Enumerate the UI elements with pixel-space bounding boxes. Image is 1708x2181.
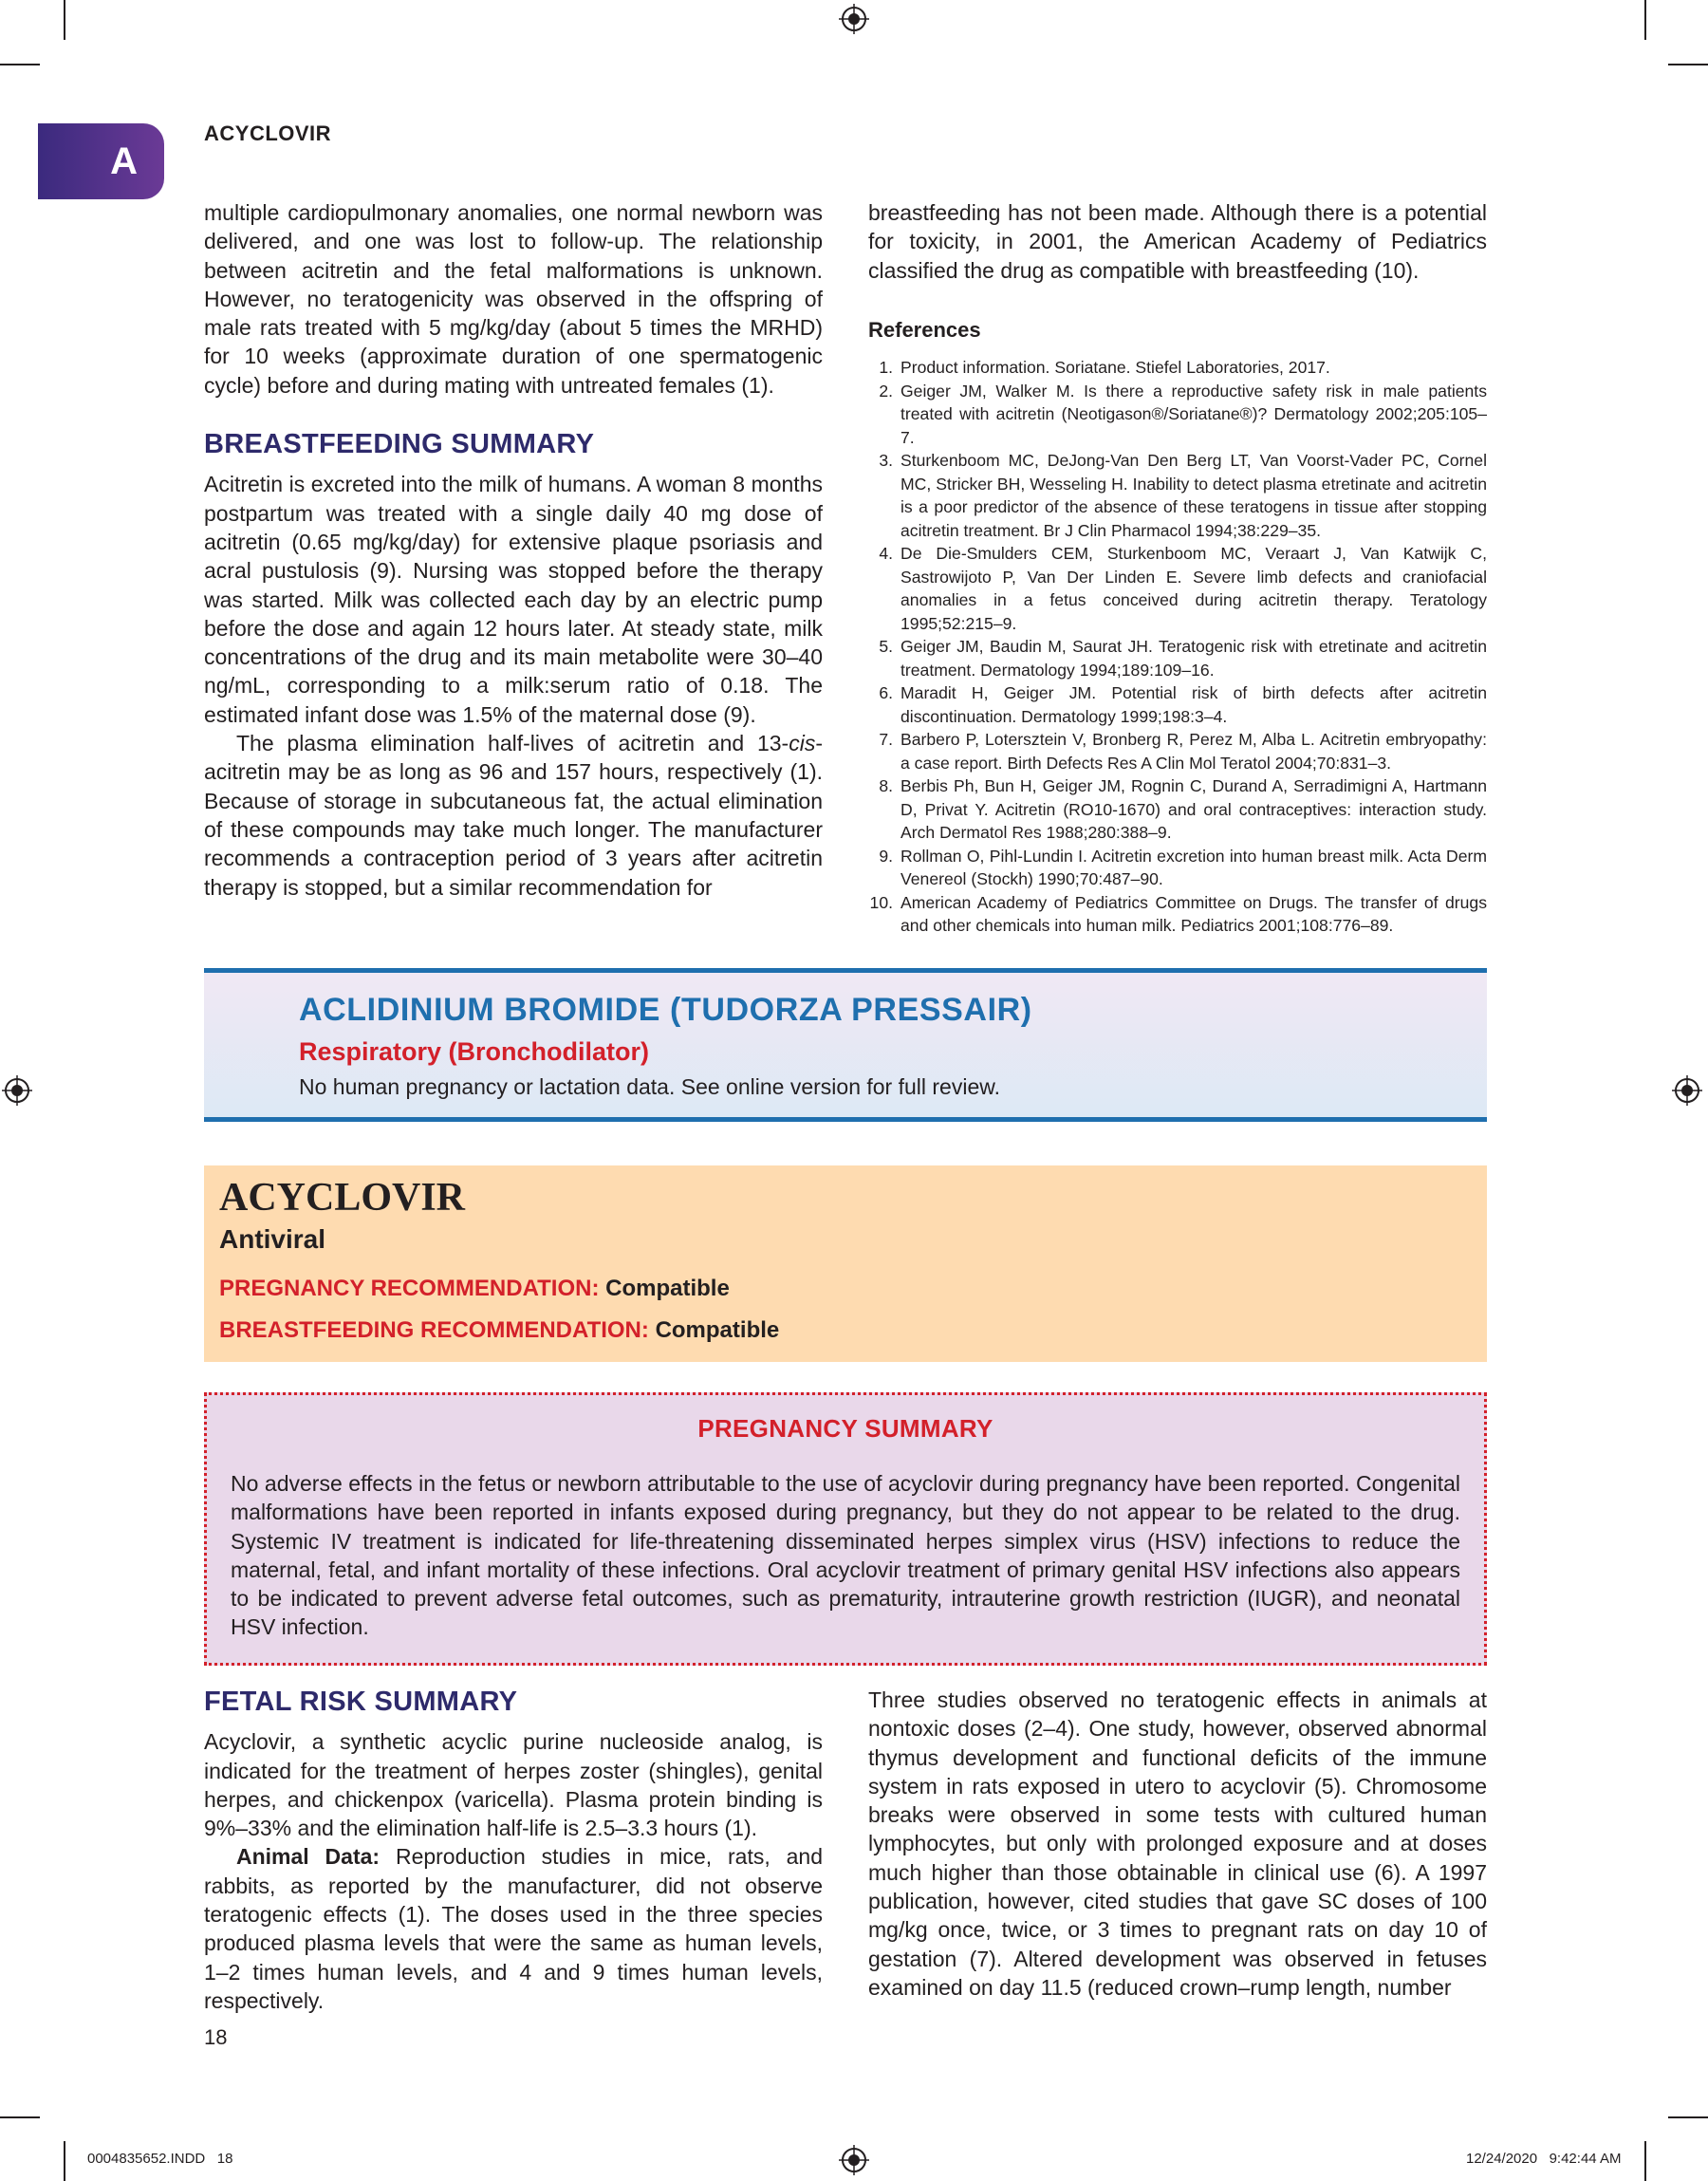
registration-mark-icon (839, 4, 869, 34)
crop-mark (64, 2141, 65, 2181)
reference-item (868, 356, 1487, 380)
text-span: -acitretin may be as long as 96 and 157 hours, respectively (1). Because of storage in subcutaneous fat, the actual elimination of these compounds may take much longer. The manufacturer recommends a contraception period of 3 years after acitretin therapy is stopped, but a similar recommendation for (204, 731, 823, 900)
reference-text: Geiger JM, Baudin M, Saurat JH. Teratogenic risk with etretinate and acitretin treatment. Dermatology 1994;189:109–16. (900, 637, 1487, 680)
breastfeeding-recommendation (219, 1317, 779, 1344)
breastfeeding-summary-heading: BREASTFEEDING SUMMARY (204, 429, 595, 460)
timestamp-slug: 12/24/2020 9:42:44 AM (1466, 2151, 1622, 2167)
reference-text: Geiger JM, Walker M. Is there a reproductive safety risk in male patients treated with acitretin (Neotigason®/Soriatane®)? Dermatology 2002;205:105–7. (900, 381, 1487, 447)
section-tab: A (38, 123, 164, 199)
reference-item (868, 449, 1487, 542)
references-heading: References (868, 317, 981, 342)
reference-item (868, 774, 1487, 845)
animal-data-paragraph (204, 1842, 823, 2015)
crop-mark (0, 2116, 40, 2118)
reference-text: De Die-Smulders CEM, Sturkenboom MC, Veraart J, Van Katwijk C, Sastrowijoto P, Van Der Linden E. Severe limb defects and craniofacial anomalies in a fetus conceived during acitretin therapy. Teratology 1995;52:215–9. (900, 544, 1487, 633)
reference-item (868, 891, 1487, 938)
fetal-risk-summary-heading: FETAL RISK SUMMARY (204, 1687, 518, 1717)
text-span: The plasma elimination half-lives of acitretin and 13- (236, 731, 789, 756)
reference-text: Berbis Ph, Bun H, Geiger JM, Rognin C, Durand A, Serradimigni A, Hartmann D, Privat Y. Acitretin (RO10-1670) and oral contraceptives: interaction study. Arch Dermatol Res 1988;280:388–9. (900, 776, 1487, 843)
reference-text: Rollman O, Pihl-Lundin I. Acitretin excretion into human breast milk. Acta Derm Venereol (Stockh) 1990;70:487–90. (900, 846, 1487, 889)
reference-text: Barbero P, Lotersztein V, Bronberg R, Perez M, Alba L. Acitretin embryopathy: a case report. Birth Defects Res A Clin Mol Teratol 2004;70:831–3. (900, 730, 1487, 773)
crop-mark (1644, 0, 1646, 40)
reference-text: Product information. Soriatane. Stiefel Laboratories, 2017. (900, 358, 1330, 378)
reference-item (868, 728, 1487, 774)
aclidinium-note: No human pregnancy or lactation data. See online version for full review. (299, 1074, 1000, 1099)
aclidinium-title: ACLIDINIUM BROMIDE (TUDORZA PRESSAIR) (299, 992, 1032, 1028)
fetal-risk-right-column (868, 1686, 1487, 2002)
recommendation-value: Compatible (655, 1317, 780, 1343)
acyclovir-drug-class: Antiviral (219, 1224, 326, 1254)
reference-item (868, 845, 1487, 891)
reference-text: Maradit H, Geiger JM. Potential risk of birth defects after acitretin discontinuation. Dermatology 1999;198:3–4. (900, 683, 1487, 726)
italic-text: cis (789, 731, 816, 756)
fetal-risk-paragraph: Acyclovir, a synthetic acyclic purine nucleoside analog, is indicated for the treatment of herpes zoster (shingles), genital herpes, and chickenpox (varicella). Plasma protein binding is 9%–33% and the elimination half-life is 2.5–3.3 hours (1). (204, 1729, 823, 1841)
reference-number: 9. (879, 846, 893, 866)
recommendation-value: Compatible (605, 1276, 730, 1301)
right-column-top (868, 198, 1487, 938)
reference-item (868, 681, 1487, 728)
reference-number: 3. (879, 451, 893, 471)
reference-item (868, 635, 1487, 681)
reference-text: Sturkenboom MC, DeJong-Van Den Berg LT, Van Voorst-Vader PC, Cornel MC, Stricker BH, Wesseling H. Inability to detect plasma etretinate and acitretin is a poor predictor of the absence of these teratogens in tissue after stopping acitretin treatment. Br J Clin Pharmacol 1994;38:229–35. (900, 451, 1487, 540)
registration-mark-icon (839, 2145, 869, 2175)
acyclovir-entry-box (204, 1165, 1487, 1362)
animal-data-label: Animal Data: (236, 1844, 381, 1870)
registration-mark-icon (2, 1075, 32, 1106)
crop-mark (64, 0, 65, 40)
aclidinium-entry-box (204, 968, 1487, 1122)
crop-mark (1644, 2141, 1646, 2181)
recommendation-label: PREGNANCY RECOMMENDATION: (219, 1276, 600, 1301)
text-span: Reproduction studies in mice, rats, and rabbits, as reported by the manufacturer, did not observe teratogenic effects (1). The doses used in the three species produced plasma levels that were the same as human levels, 1–2 times human levels, and 4 and 9 times human levels, respectively. (204, 1844, 823, 2013)
file-slug: 0004835652.INDD 18 (87, 2151, 233, 2167)
pregnancy-summary-text: No adverse effects in the fetus or newborn attributable to the use of acyclovir during pregnancy have been reported. Congenital malformations have been reported in infants exposed during pregnancy, but they do not appear to be related to the drug. Systemic IV treatment is indicated for life-threatening disseminated herpes simplex virus (HSV) infections to reduce the maternal, fetal, and infant mortality of these infections. Oral acyclovir treatment of primary genital HSV infections also appears to be indicated to prevent adverse fetal outcomes, such as prematurity, intrauterine growth restriction (IUGR), and neonatal HSV infection. (231, 1471, 1460, 1640)
pregnancy-summary-heading: PREGNANCY SUMMARY (697, 1414, 993, 1443)
reference-number: 2. (879, 381, 893, 401)
reference-number: 6. (879, 683, 893, 703)
intro-paragraph: multiple cardiopulmonary anomalies, one normal newborn was delivered, and one was lost to follow-up. The relationship between acitretin and the fetal malformations is unknown. However, no teratogenicity was observed in the offspring of male rats treated with 5 mg/kg/day (about 5 times the MRHD) for 10 weeks (approximate duration of one spermatogenic cycle) before and during mating with untreated females (1). (204, 200, 823, 398)
page-number: 18 (204, 2025, 228, 2049)
reference-number: 8. (879, 776, 893, 796)
reference-number: 7. (879, 730, 893, 750)
reference-number: 10. (869, 892, 893, 912)
pregnancy-recommendation (219, 1276, 730, 1302)
breastfeeding-paragraph: Acitretin is excreted into the milk of humans. A woman 8 months postpartum was treated with a single daily 40 mg dose of acitretin (0.65 mg/kg/day) for extensive plaque psoriasis and acral pustulosis (9). Nursing was stopped before the therapy was started. Milk was collected each day by an electric pump before the dose and again 12 hours later. At steady state, milk concentrations of the drug and its main metabolite were 30–40 ng/mL, corresponding to a milk:serum ratio of 0.18. The estimated infant dose was 1.5% of the maternal dose (9). (204, 472, 823, 727)
references-list (868, 356, 1487, 938)
crop-mark (0, 64, 40, 65)
reference-item (868, 380, 1487, 450)
breastfeeding-paragraph (204, 729, 823, 902)
pregnancy-summary-box (204, 1392, 1487, 1666)
reference-item (868, 542, 1487, 635)
recommendation-label: BREASTFEEDING RECOMMENDATION: (219, 1317, 649, 1343)
running-head: ACYCLOVIR (204, 121, 332, 145)
crop-mark (1668, 64, 1708, 65)
reference-number: 5. (879, 637, 893, 657)
reference-text: American Academy of Pediatrics Committee on Drugs. The transfer of drugs and other chemicals into human milk. Pediatrics 2001;108:776–89. (900, 892, 1487, 936)
aclidinium-drug-class: Respiratory (Bronchodilator) (299, 1037, 650, 1066)
crop-mark (1668, 2116, 1708, 2118)
registration-mark-icon (1672, 1075, 1702, 1106)
continuation-paragraph: breastfeeding has not been made. Although there is a potential for toxicity, in 2001, the American Academy of Pediatrics classified the drug as compatible with breastfeeding (10). (868, 200, 1487, 283)
fetal-risk-left-column (204, 1687, 823, 2015)
reference-number: 1. (879, 358, 893, 378)
acyclovir-title: ACYCLOVIR (219, 1176, 466, 1220)
left-column-top (204, 198, 823, 902)
fetal-risk-paragraph: Three studies observed no teratogenic effects in animals at nontoxic doses (2–4). One study, however, observed abnormal thymus development and functional deficits of the immune system in rats exposed in utero to acyclovir (5). Chromosome breaks were observed in some tests with cultured human lymphocytes, but only with prolonged exposure and at doses much higher than those obtainable in clinical use (6). A 1997 publication, however, cited studies that gave SC doses of 100 mg/kg once, twice, or 3 times to pregnant rats on day 10 of gestation (7). Altered development was observed in fetuses examined on day 11.5 (reduced crown–rump length, number (868, 1687, 1487, 2000)
reference-number: 4. (879, 544, 893, 564)
